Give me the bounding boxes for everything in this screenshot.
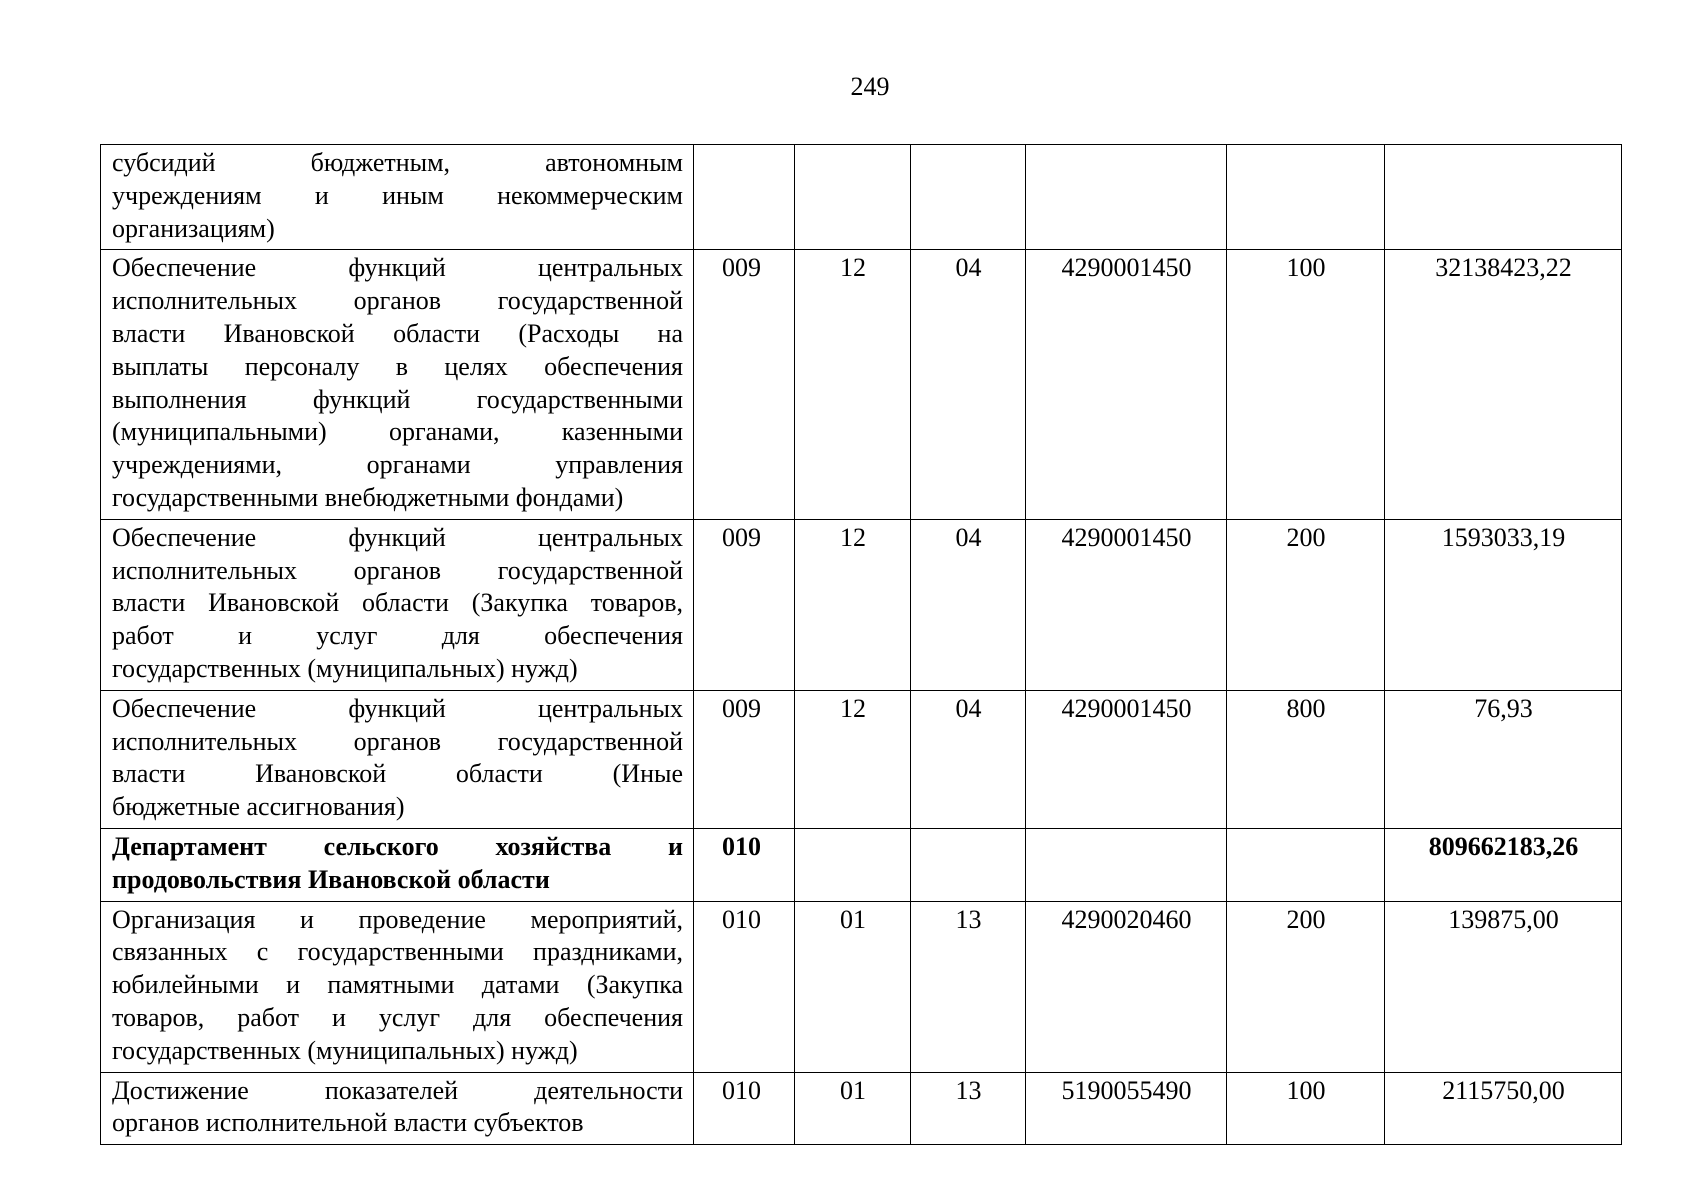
table-row	[101, 250, 1622, 519]
target-article-cell	[1026, 828, 1227, 901]
amount-cell: 2115750,00	[1385, 1072, 1622, 1145]
table-row	[101, 828, 1622, 901]
section-cell: 12	[795, 519, 911, 690]
description-cell	[101, 690, 694, 828]
description-line: государственных (муниципальных) нужд)	[112, 653, 578, 683]
subsection-cell: 04	[911, 250, 1026, 519]
expense-type-cell	[1227, 828, 1385, 901]
grbs-cell: 009	[694, 250, 795, 519]
description-line: субсидий бюджетным, автономным	[112, 148, 683, 177]
subsection-cell: 13	[911, 1072, 1026, 1145]
description-line: бюджетные ассигнования)	[112, 792, 405, 822]
section-cell: 12	[795, 690, 911, 828]
description-line: органов исполнительной власти субъектов	[112, 1108, 584, 1138]
description-line: власти Ивановской области (Расходы на	[112, 318, 683, 348]
amount-cell: 809662183,26	[1385, 828, 1622, 901]
description-line: учреждениям и иным некоммерческим	[112, 180, 683, 210]
amount-cell	[1385, 145, 1622, 250]
description-line: Организация и проведение мероприятий,	[112, 904, 683, 934]
description-line: государственных (муниципальных) нужд)	[112, 1035, 578, 1065]
expense-type-cell: 200	[1227, 519, 1385, 690]
amount-cell: 139875,00	[1385, 901, 1622, 1072]
table-row	[101, 690, 1622, 828]
description-line: Департамент сельского хозяйства и	[112, 831, 683, 861]
description-line: связанных с государственными праздниками,	[112, 937, 683, 967]
section-cell: 12	[795, 250, 911, 519]
description-line: работ и услуг для обеспечения	[112, 621, 683, 651]
section-cell: 01	[795, 1072, 911, 1145]
description-line: выполнения функций государственными	[112, 384, 683, 414]
target-article-cell: 4290001450	[1026, 690, 1227, 828]
subsection-cell: 13	[911, 901, 1026, 1072]
expense-type-cell: 200	[1227, 901, 1385, 1072]
section-cell	[795, 145, 911, 250]
expense-type-cell: 100	[1227, 250, 1385, 519]
description-line: учреждениями, органами управления	[112, 450, 683, 480]
description-cell	[101, 1072, 694, 1145]
expense-type-cell: 800	[1227, 690, 1385, 828]
description-cell	[101, 250, 694, 519]
target-article-cell: 4290020460	[1026, 901, 1227, 1072]
table-row	[101, 901, 1622, 1072]
description-line: исполнительных органов государственной	[112, 726, 683, 756]
table-body	[101, 145, 1622, 1145]
section-cell: 01	[795, 901, 911, 1072]
subsection-cell	[911, 828, 1026, 901]
description-cell	[101, 901, 694, 1072]
grbs-cell: 010	[694, 901, 795, 1072]
table-row	[101, 145, 1622, 250]
subsection-cell: 04	[911, 690, 1026, 828]
description-line: продовольствия Ивановской области	[112, 864, 550, 894]
description-cell	[101, 519, 694, 690]
section-cell	[795, 828, 911, 901]
expense-type-cell	[1227, 145, 1385, 250]
grbs-cell	[694, 145, 795, 250]
table-row	[101, 1072, 1622, 1145]
description-cell	[101, 145, 694, 250]
description-line: юбилейными и памятными датами (Закупка	[112, 970, 683, 1000]
subsection-cell	[911, 145, 1026, 250]
description-line: государственными внебюджетными фондами)	[112, 482, 624, 512]
subsection-cell: 04	[911, 519, 1026, 690]
description-line: Обеспечение функций центральных	[112, 693, 683, 723]
grbs-cell: 009	[694, 519, 795, 690]
description-line: организациям)	[112, 213, 275, 243]
grbs-cell: 010	[694, 828, 795, 901]
amount-cell: 32138423,22	[1385, 250, 1622, 519]
table-row	[101, 519, 1622, 690]
description-line: товаров, работ и услуг для обеспечения	[112, 1002, 683, 1032]
description-line: исполнительных органов государственной	[112, 555, 683, 585]
description-line: власти Ивановской области (Закупка товаров,	[112, 588, 683, 618]
amount-cell: 1593033,19	[1385, 519, 1622, 690]
grbs-cell: 010	[694, 1072, 795, 1145]
page-number: 249	[850, 72, 890, 101]
target-article-cell: 5190055490	[1026, 1072, 1227, 1145]
description-line: Обеспечение функций центральных	[112, 522, 683, 552]
target-article-cell: 4290001450	[1026, 519, 1227, 690]
grbs-cell: 009	[694, 690, 795, 828]
description-line: Достижение показателей деятельности	[112, 1075, 683, 1105]
expense-type-cell: 100	[1227, 1072, 1385, 1145]
target-article-cell	[1026, 145, 1227, 250]
description-line: исполнительных органов государственной	[112, 286, 683, 316]
description-line: выплаты персоналу в целях обеспечения	[112, 351, 683, 381]
description-cell	[101, 828, 694, 901]
target-article-cell: 4290001450	[1026, 250, 1227, 519]
description-line: (муниципальными) органами, казенными	[112, 417, 683, 447]
description-line: Обеспечение функций центральных	[112, 253, 683, 283]
description-line: власти Ивановской области (Иные	[112, 759, 683, 789]
amount-cell: 76,93	[1385, 690, 1622, 828]
budget-table	[100, 144, 1622, 1145]
